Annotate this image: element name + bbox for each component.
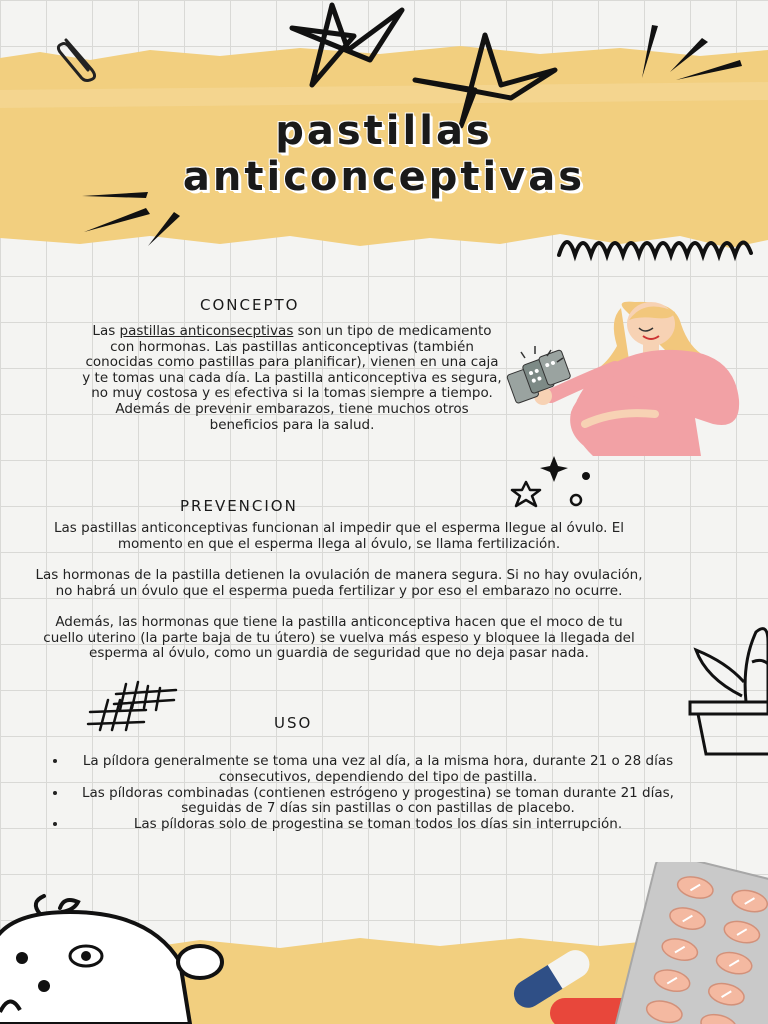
- title-line-2: anticonceptivas: [182, 154, 586, 200]
- star-doodle-icon: [262, 0, 412, 90]
- concepto-link[interactable]: pastillas anticonsecptivas: [119, 323, 294, 339]
- paperclip-icon: [52, 30, 108, 86]
- star-doodle-icon: [508, 452, 598, 512]
- zigzag-icon: [555, 225, 755, 265]
- prevencion-paragraph-1: Las pastillas anticonceptivas funcionan al impedir que el esperma llegue al óvulo. El momento en que el esperma llega al óvulo, se llama fertilización.: [54, 520, 624, 552]
- sparkle-lines-icon: [630, 20, 750, 90]
- prevencion-paragraph-3: Además, las hormonas que tiene la pastilla anticonceptiva hacen que el moco de tu cuello uterino (la parte baja de tu útero) se vuelva más espeso y bloquee la llegada del esperma al óvulo, como un guardia de seguridad que no deja pasar nada.: [43, 614, 635, 662]
- prevencion-heading: PREVENCION: [180, 497, 298, 515]
- uso-list: [40, 754, 688, 833]
- concepto-paragraph: [82, 324, 502, 433]
- prevencion-paragraph-2: Las hormonas de la pastilla detienen la ovulación de manera segura. Si no hay ovulación, no habrá un óvulo que el esperma pueda fertilizar y por eso el embarazo no ocurre.: [35, 567, 643, 599]
- concepto-text-after-link: son un tipo de medicamento con hormonas. Las pastillas anticonceptivas (también conocidas como pastillas para planificar), vienen en una caja y te tomas una cada día. La pastilla anticonceptiva es segura, no muy costosa y es efectiva si la tomas siempre a tiempo. Además de prevenir embarazos, tiene muchos otros beneficios para la salud.: [82, 323, 502, 433]
- uso-heading: USO: [274, 714, 313, 732]
- hashtag-doodle-icon: [86, 680, 186, 736]
- title-line-1: pastillas: [275, 108, 493, 154]
- concepto-text-before-link: Las: [92, 323, 120, 339]
- uso-list-item: • Las píldoras solo de progestina se toman todos los días sin interrupción.: [68, 817, 688, 833]
- concepto-heading: CONCEPTO: [200, 296, 300, 314]
- pregnant-woman-illustration: [505, 300, 745, 456]
- page-title: [0, 108, 768, 200]
- smiley-face-icon: [0, 892, 240, 1024]
- plant-pot-icon: [686, 622, 768, 762]
- uso-list-item: • Las píldoras combinadas (contienen estrógeno y progestina) se toman durante 21 días, seguidas de 7 días sin pastillas o con pastillas de placebo.: [68, 786, 688, 818]
- pill-pack-icon: [596, 862, 768, 1024]
- uso-list-item: • La píldora generalmente se toma una vez al día, a la misma hora, durante 21 o 28 días consecutivos, dependiendo del tipo de pastilla.: [68, 754, 688, 786]
